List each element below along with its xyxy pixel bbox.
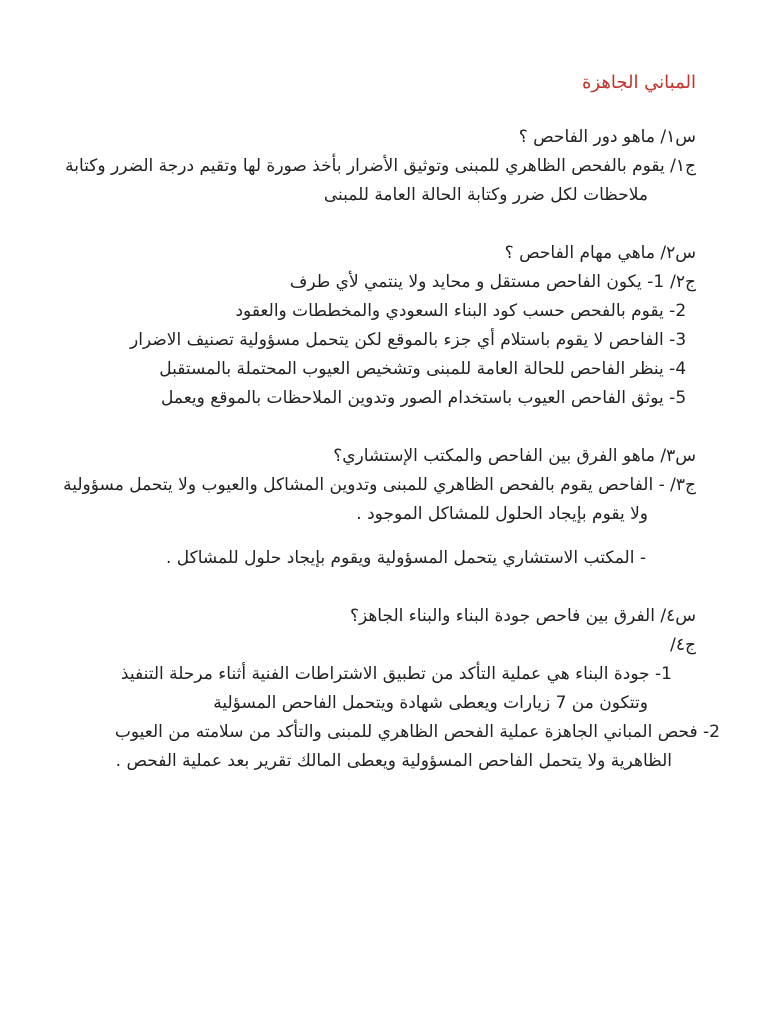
answer-4-list <box>60 660 720 776</box>
list-item: 3- الفاحص لا يقوم باستلام أي جزء بالموقع لكن يتحمل مسؤولية تصنيف الاضرار <box>130 330 687 350</box>
question-3: س٣/ ماهو الفرق بين الفاحص والمكتب الإستشاري؟ <box>333 446 696 466</box>
list-item: 1- جودة البناء هي عملية التأكد من تطبيق الاشتراطات الفنية أثناء مرحلة التنفيذ وتتكون من 7 زيارات ويعطى شهادة ويتحمل الفاحص المسؤلية <box>120 664 672 713</box>
list-item: 1- يكون الفاحص مستقل و محايد ولا ينتمي لأي طرف <box>289 272 665 292</box>
question-1-block <box>60 123 696 210</box>
list-item: 2- يقوم بالفحص حسب كود البناء السعودي والمخططات والعقود <box>235 301 687 321</box>
list-item: 2- فحص المباني الجاهزة عملية الفحص الظاهري للمبنى والتأكد من سلامته من العيوب الظاهرية ولا يتحمل الفاحص المسؤولية ويعطى المالك تقرير بعد عملية الفحص . <box>114 722 720 771</box>
answer-2 <box>60 268 696 413</box>
question-2: س٢/ ماهي مهام الفاحص ؟ <box>504 243 696 263</box>
question-3-block <box>60 442 696 573</box>
question-4-block <box>60 602 720 776</box>
question-2-block <box>60 239 696 413</box>
answer-3-bullet: - المكتب الاستشاري يتحمل المسؤولية ويقوم بإيجاد حلول للمشاكل . <box>165 548 646 568</box>
question-4: س٤/ الفرق بين فاحص جودة البناء والبناء الجاهز؟ <box>349 606 696 626</box>
list-item: 4- ينظر الفاحص للحالة العامة للمبنى وتشخيص العيوب المحتملة بالمستقبل <box>159 359 687 379</box>
answer-1: ج١/ يقوم بالفحص الظاهري للمبنى وتوثيق الأضرار بأخذ صورة لها وتقيم درجة الضرر وكتابة ملاحظات لكل ضرر وكتابة الحالة العامة للمبنى <box>65 156 696 205</box>
list-item: 5- يوثق الفاحص العيوب باستخدام الصور وتدوين الملاحظات بالموقع ويعمل <box>161 388 687 408</box>
document-title: المباني الجاهزة <box>582 72 696 93</box>
answer-4-prefix: ج٤/ <box>670 635 696 655</box>
answer-2-prefix: ج٢/ <box>670 272 696 292</box>
question-1: س١/ ماهو دور الفاحص ؟ <box>518 127 696 147</box>
answer-3: ج٣/ - الفاحص يقوم بالفحص الظاهري للمبنى وتدوين المشاكل والعيوب ولا يتحمل مسؤولية ولا يقوم بإيجاد الحلول للمشاكل الموجود . <box>63 475 696 524</box>
